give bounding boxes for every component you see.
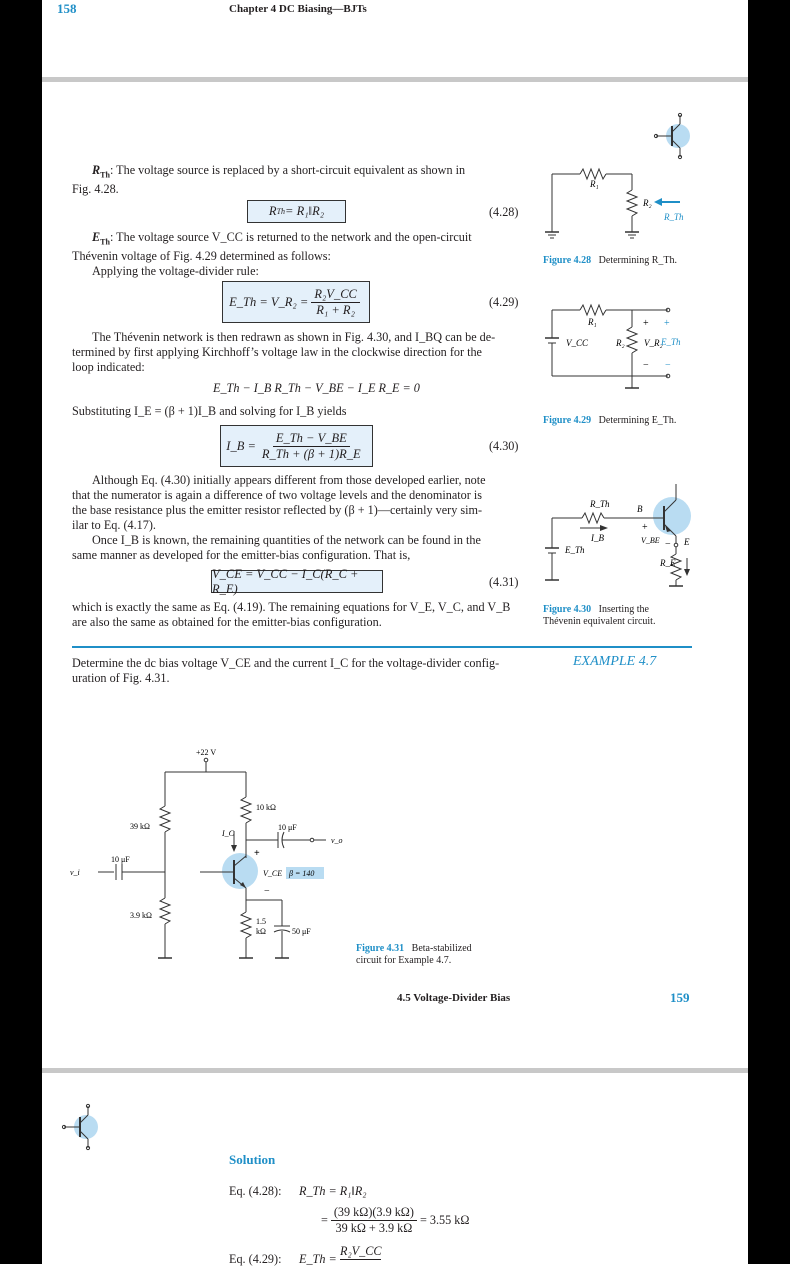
solution-eq1-fraction: = $\frac{(39 k\Omega)(3.9 k\Omega)}{39 k\Omega + 3.9 k\Omega}$ = 3.55 kΩ (321, 1205, 470, 1235)
figure-4-31-caption: Figure 4.31 Beta-stabilized circuit for Example 4.7. (356, 943, 472, 966)
fig430-vbe-label: V_BE (641, 536, 660, 545)
transistor-icon (652, 112, 694, 162)
fig428-rth-label: R_Th (664, 212, 684, 222)
fig428-r1-label: R₁ (590, 179, 599, 189)
fig429-plus-2: + (664, 318, 670, 329)
fig431-vsupply-label: +22 V (196, 748, 217, 757)
figure-4-30-circuit (540, 480, 700, 595)
substitution-line: Substituting I_E = (β + 1)I_B and solving for I_B yields (72, 404, 347, 418)
fig429-r1-label: R₁ (588, 317, 597, 327)
transistor-icon-2 (60, 1103, 102, 1153)
equation-4-30: I_B = $\frac{E\_Th - V\_BE}{R\_Th + (\beta + 1)R\_E}$ (220, 425, 373, 467)
fig431-ce-label: 50 μF (292, 927, 311, 936)
equation-number-4-29: (4.29) (489, 295, 519, 309)
fig429-vcc-label: V_CC (566, 338, 589, 348)
right-margin-bar (748, 0, 790, 1264)
section-footer: 4.5 Voltage-Divider Bias (397, 992, 511, 1004)
fig431-vi-label: v_i (70, 868, 80, 877)
fig431-r1-label: 39 kΩ (130, 822, 150, 831)
equation-4-29: E_Th = V_R₂ = $\frac{\text{R₂V\_CC}}{\text{R₁ + R₂}}$ (222, 281, 370, 323)
figure-4-28-circuit (540, 160, 690, 250)
fig431-beta-label: β = 140 (289, 869, 315, 878)
fig429-plus-1: + (643, 318, 649, 329)
solution-heading: Solution (229, 1152, 276, 1167)
equation-number-4-30: (4.30) (489, 439, 519, 453)
chapter-header: Chapter 4 DC Biasing—BJTs (229, 3, 367, 15)
equation-number-4-31: (4.31) (489, 575, 519, 589)
page-separator (42, 77, 748, 82)
fig431-cin-label: 10 μF (111, 855, 130, 864)
fig429-r2-label: R₂ (616, 338, 625, 348)
left-margin-bar (0, 0, 42, 1264)
fig429-minus-2: − (665, 360, 671, 371)
fig430-plus: + (642, 522, 648, 533)
fig431-vce-label: V_CE (263, 869, 283, 878)
fig429-vr2-label: V_R₂ (644, 338, 663, 348)
solution-eq2-numerator: R₂V_CC (340, 1244, 382, 1258)
figure-4-29-caption: Figure 4.29 Determining E_Th. (543, 415, 677, 426)
fig430-eth-label: E_Th (565, 545, 585, 555)
thevenin-paragraph: The Thévenin network is then redrawn as shown in Fig. 4.30, and I_BQ can be de- termined by first applying Kirchhoff’s voltage law in the clockwise direction for the loop indicated: (72, 330, 496, 374)
example-label: EXAMPLE 4.7 (573, 654, 657, 669)
solution-eq2-lhs: E_Th = (299, 1252, 337, 1266)
fig431-re-label-2: kΩ (256, 927, 266, 936)
equation-4-31: V_CE = V_CC − I_C(R_C + R_E) (211, 570, 383, 593)
figure-4-29-circuit (540, 300, 690, 390)
fig430-ib-label: I_B (591, 533, 604, 543)
fig430-minus: − (665, 539, 671, 550)
equation-4-28: R Th = R₁‖R₂ (247, 200, 346, 223)
example-statement: Determine the dc bias voltage V_CE and the current I_C for the voltage-divider config- uration of Fig. 4.31. (72, 656, 500, 685)
fig431-rc-label: 10 kΩ (256, 803, 276, 812)
fig429-minus-1: − (643, 360, 649, 371)
page-number-158: 158 (57, 1, 77, 16)
figure-4-31-circuit (70, 740, 360, 972)
page-separator-2 (42, 1068, 748, 1073)
rth-paragraph: $R_{Th}$: The voltage source is replaced by a short-circuit equivalent as shown in Fig. 4.28. (72, 163, 466, 197)
equation-number-4-28: (4.28) (489, 205, 519, 219)
although-paragraph: Although Eq. (4.30) initially appears different from those developed earlier, note that the numerator is again a difference of two voltage levels and the denominator is the base resistance plus the emitter resistor reflected by (β + 1)—certainly very sim- ilar to Eq. (4.17). Once I_B is known, the remaining quantities of the network can be found in the same manner as developed for the emitter-bias configuration. That is, (72, 473, 486, 562)
fig431-minus: − (264, 886, 270, 897)
fig430-re-label: R_E (660, 558, 676, 568)
page-number-159: 159 (670, 990, 690, 1005)
fig429-eth-label: E_Th (661, 337, 681, 347)
fig431-plus: + (254, 848, 260, 859)
example-rule (72, 646, 692, 648)
fig430-b-label: B (637, 504, 643, 514)
figure-4-30-caption: Figure 4.30 Inserting the Thévenin equivalent circuit. (543, 604, 656, 627)
fig431-cout-label: 10 μF (278, 823, 297, 832)
eth-paragraph: $E_{Th}$: The voltage source V_CC is returned to the network and the open-circuit Thévenin voltage of Fig. 4.29 determined as follows: Applying the voltage-divider rule: (72, 230, 472, 279)
solution-eq1-lhs: R_Th = R₁‖R₂ (299, 1184, 367, 1198)
fig428-r2-label: R₂ (643, 198, 652, 208)
fig431-r2-label: 3.9 kΩ (130, 911, 152, 920)
fig431-re-label-1: 1.5 (256, 917, 266, 926)
fig430-e-label: E (684, 537, 690, 547)
figure-4-28-caption: Figure 4.28 Determining R_Th. (543, 255, 677, 266)
fig431-ic-label: I_C (222, 829, 234, 838)
fig430-rth-label: R_Th (590, 499, 610, 509)
solution-eq2-label: Eq. (4.29): (229, 1252, 282, 1266)
fig431-vo-label: v_o (331, 836, 343, 845)
which-paragraph: which is exactly the same as Eq. (4.19). The remaining equations for V_E, V_C, and V_B are also the same as obtained for the emitter-bias configuration. (72, 600, 511, 629)
kvl-equation: E_Th − I_B R_Th − V_BE − I_E R_E = 0 (213, 381, 420, 395)
solution-eq1-label: Eq. (4.28): (229, 1184, 282, 1198)
